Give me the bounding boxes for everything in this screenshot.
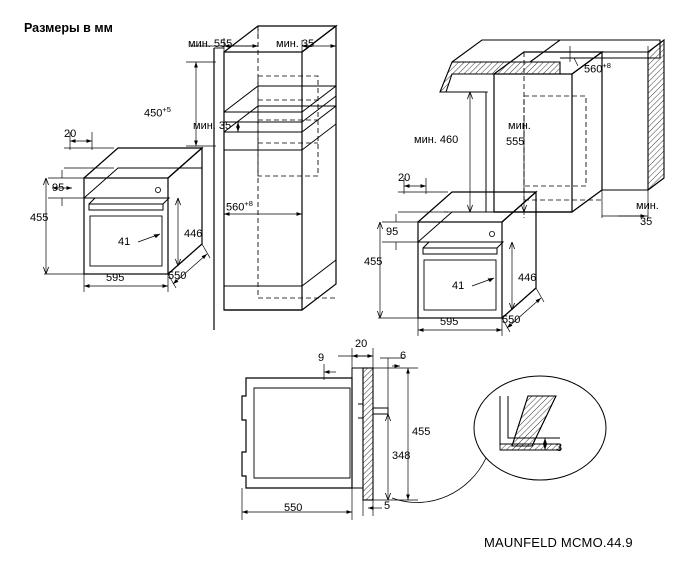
- dim-min555-top: мин. 555: [188, 38, 233, 50]
- dim-446-right: 446: [518, 272, 537, 284]
- dim-9-bottom: 9: [318, 352, 325, 364]
- dim-560-tol-left: +8: [244, 199, 253, 208]
- dim-95-left: 95: [52, 182, 65, 194]
- dim-min35-top: мин. 35: [276, 38, 315, 50]
- dim-min35-right-line2: 35: [640, 216, 653, 228]
- dim-41-right: 41: [452, 280, 465, 292]
- dim-min35-mid: мин. 35: [193, 120, 232, 132]
- dim-5-bottom: 5: [384, 500, 391, 512]
- dim-41-left: 41: [118, 236, 131, 248]
- dim-560-value-right: 560: [584, 63, 603, 76]
- dim-550-right: 550: [502, 314, 521, 326]
- dim-6-bottom: 6: [400, 350, 407, 362]
- dim-min555-right-line2: 555: [506, 136, 525, 148]
- dim-min35-right-line1: мин.: [636, 200, 659, 212]
- dim-455-left: 455: [30, 212, 49, 224]
- view-detail-circle: [392, 376, 606, 503]
- model-name: MAUNFELD MCMO.44.9: [484, 535, 633, 550]
- dim-95-right: 95: [386, 226, 399, 238]
- dim-20-left: 20: [64, 128, 77, 140]
- dim-450-plus5: [144, 106, 171, 120]
- view-side-section: [242, 368, 388, 500]
- dim-20-right: 20: [398, 172, 411, 184]
- dim-450-tol: +5: [162, 105, 171, 114]
- dim-446-left: 446: [184, 228, 203, 240]
- dim-455-bottom: 455: [412, 426, 431, 438]
- dim-455-right: 455: [364, 256, 383, 268]
- view-front-right-oven: [418, 192, 536, 318]
- dim-3-detail: 3: [556, 442, 563, 454]
- view-tall-cabinet: [214, 26, 336, 330]
- dim-550-left: 550: [168, 270, 187, 282]
- dim-348-bottom: 348: [392, 450, 411, 462]
- dim-min555-right-line1: мин.: [508, 120, 531, 132]
- dim-20-bottom: 20: [355, 338, 368, 350]
- view-under-counter-niche: [440, 40, 664, 212]
- dim-450-value: 450: [144, 107, 163, 120]
- dim-550-bottom: 550: [284, 502, 303, 514]
- dim-min460: мин. 460: [414, 134, 459, 146]
- dim-560-tol-right: +8: [602, 61, 611, 70]
- view-front-left-oven: [84, 148, 202, 274]
- dim-560-plus8-left: [226, 200, 253, 214]
- page-title: Размеры в мм: [24, 21, 113, 35]
- dim-560-plus8-right: [584, 62, 611, 76]
- dim-595-right: 595: [440, 316, 459, 328]
- dim-595-left: 595: [106, 272, 125, 284]
- dim-560-value-left: 560: [226, 201, 245, 214]
